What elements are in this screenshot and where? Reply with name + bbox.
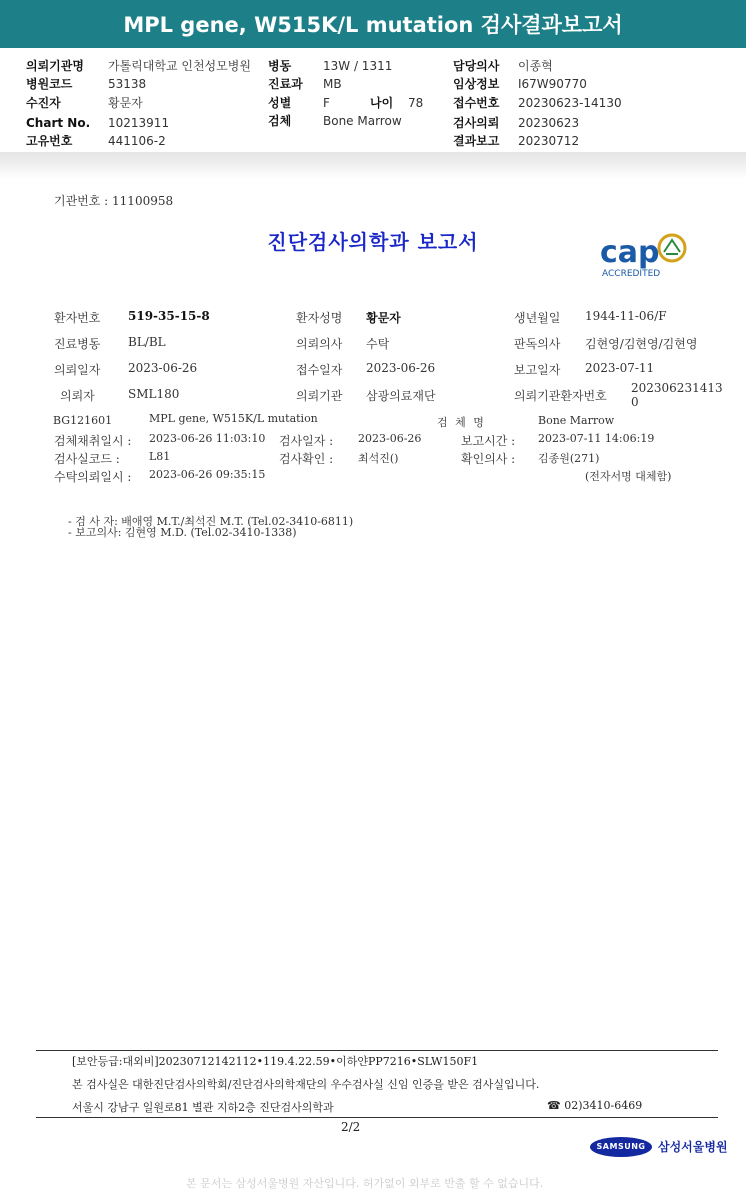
consign-time-label: 수탁의뢰일시 :: [54, 470, 132, 484]
clinical-info-value: I67W90770: [518, 77, 587, 91]
certification-statement: 본 검사실은 대한진단검사의학회/진단검사의학재단의 우수검사실 신임 인증을 받은 검사실입니다.: [72, 1078, 540, 1091]
attending-doctor-label: 담당의사: [453, 59, 500, 73]
lab-phone: ☎ 02)3410-6469: [547, 1099, 643, 1112]
reading-doctor-value: 김현영/김현영/김현영: [585, 337, 698, 351]
birthdate-label: 생년월일: [514, 311, 561, 325]
examinee-value: 황문자: [108, 96, 143, 110]
sex-label: 성별: [268, 96, 292, 110]
report-time-label: 보고시간 :: [461, 434, 516, 448]
test-confirm-value: 최석진(): [358, 452, 399, 465]
department-label: 진료과: [268, 77, 303, 91]
institution-patient-no-line1: 202306231413: [631, 381, 723, 395]
specimen-name-label: 검 체 명: [437, 416, 486, 429]
footer-top-rule: [36, 1050, 718, 1051]
patient-name-value: 황문자: [366, 311, 401, 325]
unique-no-label: 고유번호: [26, 134, 73, 148]
request-date2-value: 2023-06-26: [128, 361, 198, 375]
examinee-label: 수진자: [26, 96, 61, 110]
specimen-value: Bone Marrow: [323, 114, 402, 128]
lab-address: 서울시 강남구 일원로81 별관 지하2층 진단검사의학과: [72, 1101, 334, 1114]
report-banner-title: MPL gene, W515K/L mutation 검사결과보고서: [0, 0, 746, 48]
institution-number: 기관번호 : 11100958: [54, 194, 174, 208]
requester-value: SML180: [128, 387, 180, 401]
cap-logo-subtext: ACCREDITED: [602, 269, 661, 279]
request-date-label: 검사의뢰: [453, 116, 500, 130]
result-report-label: 결과보고: [453, 134, 500, 148]
requesting-institution-label: 의뢰기관: [296, 389, 343, 403]
referring-doctor-label: 의뢰의사: [296, 337, 343, 351]
page-number: 2/2: [341, 1120, 361, 1134]
requesting-institution-value: 삼광의료재단: [366, 389, 436, 403]
chart-no-value: 10213911: [108, 116, 170, 130]
age-label: 나이: [370, 96, 394, 110]
birthdate-value: 1944-11-06/F: [585, 309, 667, 323]
lab-code-value: L81: [149, 450, 171, 463]
patient-no-label: 환자번호: [54, 311, 101, 325]
requester-label: 의뢰자: [60, 389, 95, 403]
sex-value: F: [323, 96, 330, 110]
clinical-info-label: 임상정보: [453, 77, 500, 91]
header-divider-shadow: [0, 152, 746, 180]
ward-label: 병동: [268, 59, 292, 73]
confirming-physician-label: 확인의사 :: [461, 452, 516, 466]
test-confirm-label: 검사확인 :: [279, 452, 334, 466]
clinic-ward-value: BL/BL: [128, 335, 166, 349]
patient-no-value: 519-35-15-8: [128, 309, 210, 323]
report-title: 진단검사의학과 보고서: [267, 230, 479, 254]
lab-code-label: 검사실코드 :: [54, 452, 120, 466]
receipt-date-value: 2023-06-26: [366, 361, 436, 375]
age-value: 78: [408, 96, 424, 110]
report-time-value: 2023-07-11 14:06:19: [538, 432, 655, 445]
security-line: [보안등급:대외비]20230712142112•119.4.22.59•이하얀PP7216•SLW150F1: [72, 1055, 479, 1068]
ward-value: 13W / 1311: [323, 59, 393, 73]
collection-time-value: 2023-06-26 11:03:10: [149, 432, 266, 445]
report-date-label: 보고일자: [514, 363, 561, 377]
referring-doctor-value: 수탁: [366, 337, 390, 351]
request-date-value: 20230623: [518, 116, 580, 130]
hospital-code-value: 53138: [108, 77, 147, 91]
test-name: MPL gene, W515K/L mutation: [149, 412, 318, 425]
unique-no-value: 441106-2: [108, 134, 166, 148]
request-date2-label: 의뢰일자: [54, 363, 101, 377]
samsung-wordmark: SAMSUNG: [590, 1137, 652, 1157]
department-value: MB: [323, 77, 342, 91]
accession-no-label: 접수번호: [453, 96, 500, 110]
reporting-physician-line: - 보고의사: 김현영 M.D. (Tel.02-3410-1338): [68, 526, 297, 539]
collection-time-label: 검체채취일시 :: [54, 434, 132, 448]
hospital-name: 삼성서울병원: [658, 1140, 728, 1154]
institution-patient-no-line2: 0: [631, 395, 639, 409]
result-report-value: 20230712: [518, 134, 580, 148]
report-date-value: 2023-07-11: [585, 361, 655, 375]
footer-bottom-rule: [36, 1117, 718, 1118]
hospital-name-label: 의뢰기관명: [26, 59, 84, 73]
reading-doctor-label: 판독의사: [514, 337, 561, 351]
test-code: BG121601: [53, 414, 113, 427]
header-info-block: [0, 48, 746, 152]
patient-name-label: 환자성명: [296, 311, 343, 325]
attending-doctor-value: 이종혁: [518, 59, 553, 73]
cap-logo-text: cap: [600, 235, 660, 270]
samsung-hospital-logo: [590, 1136, 728, 1160]
cap-accredited-logo: [598, 232, 694, 280]
receipt-date-label: 접수일자: [296, 363, 343, 377]
hospital-name-value: 가톨릭대학교 인천성모병원: [108, 59, 251, 73]
test-date-label: 검사일자 :: [279, 434, 334, 448]
tester-line: - 검 사 자: 배애영 M.T./최석진 M.T. (Tel.02-3410-6811): [68, 515, 354, 528]
clinic-ward-label: 진료병동: [54, 337, 101, 351]
institution-patient-no-label: 의뢰기관환자번호: [514, 389, 607, 403]
accession-no-value: 20230623-14130: [518, 96, 622, 110]
confirming-physician-value: 김종원(271): [538, 452, 600, 465]
consign-time-value: 2023-06-26 09:35:15: [149, 468, 266, 481]
test-date-value: 2023-06-26: [358, 432, 422, 445]
electronic-signature-note: (전자서명 대체함): [585, 470, 672, 483]
chart-no-label: Chart No.: [26, 116, 91, 130]
hospital-code-label: 병원코드: [26, 77, 73, 91]
specimen-label: 검체: [268, 114, 292, 128]
specimen-name-value: Bone Marrow: [538, 414, 615, 427]
confidentiality-disclaimer: 본 문서는 삼성서울병원 자산입니다. 허가없이 외부로 반출 할 수 없습니다.: [186, 1177, 544, 1190]
